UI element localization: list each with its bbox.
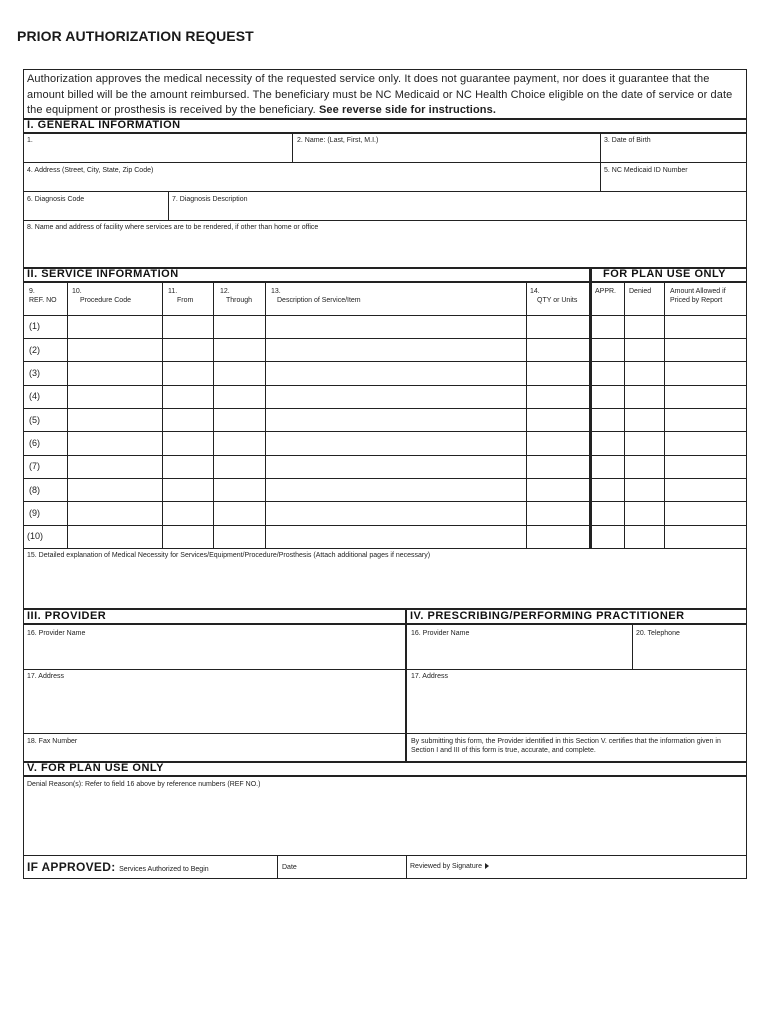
col-divider <box>67 282 68 548</box>
table-row-ref: (4) <box>29 391 40 401</box>
row-line <box>23 162 747 163</box>
col-ref-no-header: REF. NO <box>29 297 57 304</box>
col-divider <box>265 282 266 548</box>
fax-number-label: 18. Fax Number <box>27 738 78 745</box>
intro-instructions: See reverse side for instructions. <box>318 104 496 116</box>
field-divider <box>632 624 633 669</box>
date-label: Date <box>282 864 297 871</box>
if-approved-label <box>27 860 209 874</box>
section-divider <box>23 775 747 777</box>
col-from-header: From <box>177 297 194 304</box>
row-line <box>23 455 747 456</box>
col-9-number: 9. <box>29 288 35 295</box>
col-divider <box>162 282 163 548</box>
col-qty-header: QTY or Units <box>537 297 578 304</box>
table-row-ref: (1) <box>29 321 40 331</box>
row-line <box>23 733 747 734</box>
provider-column-divider <box>405 608 407 761</box>
table-row-ref: (8) <box>29 485 40 495</box>
intro-text: Authorization approves the medical necessity of the requested service only. It does not guarantee payment, nor does it guarantee that the amount billed will be the amount reimbursed. The beneficiary must be NC Medicaid or NC Health Choice eligible on the date of service or date the equipment or prosthesis is received by the beneficiary. <box>27 73 733 116</box>
row-line <box>23 478 747 479</box>
reviewed-by-signature-label <box>410 862 489 871</box>
table-row-ref: (2) <box>29 345 40 355</box>
col-12-number: 12. <box>220 288 230 295</box>
col-divider <box>664 282 665 548</box>
provider-heading: III. PROVIDER <box>27 610 107 622</box>
diagnosis-code-label: 6. Diagnosis Code <box>27 196 85 203</box>
table-row-ref: (9) <box>29 508 40 518</box>
address-field-label: 4. Address (Street, City, State, Zip Code) <box>27 167 154 174</box>
name-field-label: 2. Name: (Last, First, M.I.) <box>297 137 379 144</box>
facility-field-label: 8. Name and address of facility where services are to be rendered, if other than home or office <box>27 224 319 231</box>
row-line <box>23 315 747 316</box>
intro-paragraph <box>27 72 745 119</box>
field-divider <box>292 133 293 162</box>
dob-field-label: 3. Date of Birth <box>604 137 651 144</box>
col-denied-header: Denied <box>629 288 652 295</box>
if-approved-heading: IF APPROVED: <box>27 860 116 874</box>
field-divider <box>168 191 169 220</box>
section-divider <box>23 623 747 625</box>
table-row-ref: (5) <box>29 415 40 425</box>
practitioner-heading: IV. PRESCRIBING/PERFORMING PRACTITIONER <box>410 610 685 622</box>
col-11-number: 11. <box>168 288 178 295</box>
row-line <box>23 385 747 386</box>
section-divider <box>23 132 747 134</box>
table-row-ref: (7) <box>29 461 40 471</box>
col-divider <box>624 282 625 548</box>
col-13-number: 13. <box>271 288 281 295</box>
field-1-label: 1. <box>27 137 33 144</box>
medicaid-id-field-label: 5. NC Medicaid ID Number <box>604 167 688 174</box>
reviewed-by-text: Reviewed by Signature <box>410 863 482 870</box>
provider-name-label: 16. Provider Name <box>27 630 86 637</box>
provider-address-label: 17. Address <box>27 673 64 680</box>
row-line <box>23 525 747 526</box>
col-procedure-code-header: Procedure Code <box>80 297 131 304</box>
denial-reason-label: Denial Reason(s): Refer to field 16 above by reference numbers (REF NO.) <box>27 781 261 788</box>
table-row-ref: (6) <box>29 438 40 448</box>
row-line <box>23 669 747 670</box>
row-line <box>23 431 747 432</box>
table-row-ref: (3) <box>29 368 40 378</box>
row-line <box>23 408 747 409</box>
telephone-label: 20. Telephone <box>636 630 680 637</box>
row-line <box>23 548 747 549</box>
row-line <box>23 191 747 192</box>
form-title: PRIOR AUTHORIZATION REQUEST <box>17 28 254 44</box>
section-divider <box>23 281 747 283</box>
col-through-header: Through <box>226 297 253 304</box>
col-amount-header-2: Priced by Report <box>670 297 723 304</box>
col-divider <box>213 282 214 548</box>
row-line <box>23 220 747 221</box>
table-row-ref: (10) <box>27 531 44 541</box>
col-divider <box>526 282 527 548</box>
plan-use-section-heading: V. FOR PLAN USE ONLY <box>27 762 164 774</box>
row-line <box>23 855 747 856</box>
row-line <box>23 501 747 502</box>
row-line <box>23 338 747 339</box>
field-divider <box>406 855 407 878</box>
services-begin-label: Services Authorized to Begin <box>119 866 209 873</box>
practitioner-name-label: 16. Provider Name <box>411 630 470 637</box>
certification-text: By submitting this form, the Provider identified in this Section V. certifies that the information given in Section I and III of this form is true, accurate, and complete. <box>411 738 721 754</box>
plan-use-heading: FOR PLAN USE ONLY <box>603 268 726 280</box>
col-10-number: 10. <box>72 288 82 295</box>
col-14-number: 14. <box>530 288 540 295</box>
col-amount-header-1: Amount Allowed if <box>670 288 726 295</box>
practitioner-address-label: 17. Address <box>411 673 448 680</box>
field-divider <box>277 855 278 878</box>
service-info-heading: II. SERVICE INFORMATION <box>27 268 179 280</box>
col-appr-header: APPR. <box>595 288 617 295</box>
pointer-arrow-icon <box>485 863 489 869</box>
row-line <box>23 361 747 362</box>
general-info-heading: I. GENERAL INFORMATION <box>27 119 181 131</box>
col-description-header: Description of Service/Item <box>277 297 361 304</box>
diagnosis-description-label: 7. Diagnosis Description <box>172 196 248 203</box>
medical-necessity-label: 15. Detailed explanation of Medical Necessity for Services/Equipment/Procedure/Prosthesis (Attach additional pages if necessary) <box>27 552 431 559</box>
